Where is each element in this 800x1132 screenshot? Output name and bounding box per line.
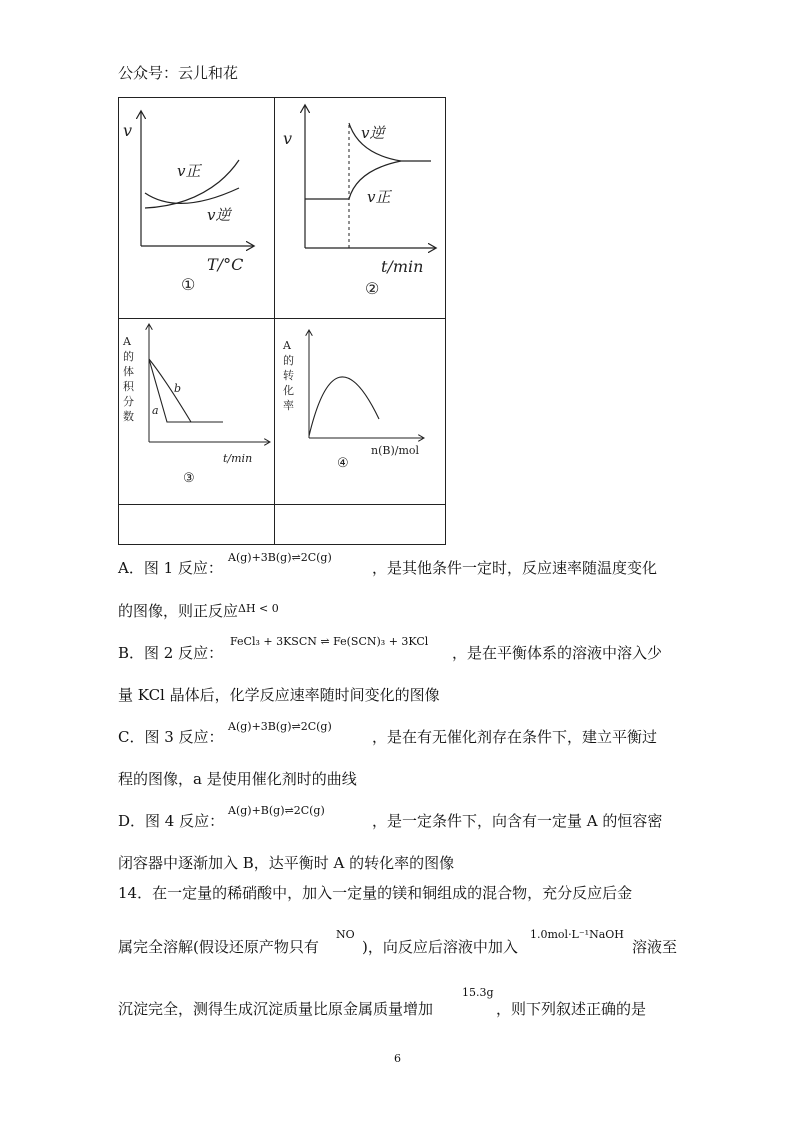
fig1-x-label: T/°C: [207, 255, 244, 274]
q14-concentration: 1.0mol·L⁻¹NaOH: [530, 928, 624, 941]
option-a-line-1: [118, 559, 223, 577]
q14-line-2a: 属完全溶解(假设还原产物只有: [118, 938, 319, 956]
option-b-prefix: B．图 2 反应：: [118, 644, 224, 662]
header-label: 公众号：云儿和花: [118, 64, 239, 82]
fig2-forward-label: v正: [367, 188, 391, 206]
option-d-equation: A(g)+B(g)⇌2C(g): [228, 804, 325, 817]
figure-1: [119, 98, 273, 317]
fig3-curve-a: [149, 359, 223, 422]
fig1-reverse-curve: [145, 188, 239, 203]
option-d-suffix: ，是一定条件下，向含有一定量 A 的恒容密: [372, 812, 663, 830]
fig2-number: ②: [365, 279, 380, 298]
option-a-line2-text: 的图像，则正反应: [118, 602, 239, 620]
q14-line-1: 14．在一定量的稀硝酸中，加入一定量的镁和铜组成的混合物，充分反应后金: [118, 884, 633, 902]
fig2-x-label: t/min: [381, 257, 424, 276]
option-c-equation: A(g)+3B(g)⇌2C(g): [228, 720, 332, 733]
option-c-prefix: C．图 3 反应：: [118, 728, 224, 746]
option-d-prefix: D．图 4 反应：: [118, 812, 225, 830]
fig3-x-label: t/min: [223, 452, 253, 465]
fig3-y-label-2: 的: [123, 350, 134, 363]
table-divider-horizontal: [118, 504, 446, 505]
q14-line-3a: 沉淀完全，测得生成沉淀质量比原金属质量增加: [118, 1000, 434, 1018]
option-b-equation: FeCl₃ + 3KSCN ⇌ Fe(SCN)₃ + 3KCl: [230, 635, 429, 648]
fig2-y-label: v: [283, 129, 293, 148]
fig1-number: ①: [181, 275, 196, 294]
fig3-y-label-5: 分: [123, 395, 134, 408]
fig3-y-label-1: A: [123, 335, 131, 348]
fig4-y-label-3: 转: [283, 369, 294, 382]
fig3-y-label-3: 体: [123, 365, 134, 378]
fig3-a-label: a: [152, 404, 159, 417]
fig3-b-label: b: [174, 382, 182, 395]
page-number: 6: [394, 1052, 401, 1065]
option-c-suffix: ，是在有无催化剂存在条件下，建立平衡过: [372, 728, 658, 746]
option-b-line-2: 量 KCl 晶体后，化学反应速率随时间变化的图像: [118, 686, 440, 704]
option-a-suffix: ，是其他条件一定时，反应速率随温度变化: [372, 559, 658, 577]
fig4-curve: [309, 377, 379, 436]
q14-mass: 15.3g: [462, 986, 494, 999]
option-b-suffix: ，是在平衡体系的溶液中溶入少: [452, 644, 663, 662]
fig4-y-label-5: 率: [283, 399, 294, 412]
fig4-y-label-2: 的: [283, 354, 294, 367]
fig1-forward-label: v正: [177, 162, 201, 180]
fig1-reverse-label: v逆: [207, 206, 231, 224]
fig3-y-label-4: 积: [123, 380, 134, 393]
option-d-line-2: 闭容器中逐渐加入 B，达平衡时 A 的转化率的图像: [118, 854, 455, 872]
fig3-number: ③: [183, 471, 195, 486]
q14-line-2c: 溶液至: [632, 938, 678, 956]
option-a-prefix: A．图 1 反应：: [118, 559, 223, 577]
fig4-x-label: n(B)/mol: [371, 444, 420, 457]
option-c-line-2: 程的图像，a 是使用催化剂时的曲线: [118, 770, 357, 788]
fig4-y-label-4: 化: [283, 384, 294, 397]
figure-4: [275, 319, 445, 503]
figure-2: [275, 98, 445, 317]
q14-no: NO: [336, 928, 355, 941]
fig4-y-label-1: A: [283, 339, 291, 352]
fig3-y-label-6: 数: [123, 410, 134, 423]
option-a-equation: A(g)+3B(g)⇌2C(g): [228, 551, 332, 564]
figure-3: [119, 319, 273, 503]
option-a-formula: ΔH < 0: [238, 602, 279, 615]
q14-line-3b: ，则下列叙述正确的是: [496, 1000, 647, 1018]
fig2-reverse-label: v逆: [361, 124, 385, 142]
q14-line-2b: )，向反应后溶液中加入: [362, 938, 518, 956]
fig1-y-label: v: [123, 121, 133, 140]
fig4-number: ④: [337, 456, 349, 471]
option-a-line-2: [118, 602, 238, 620]
